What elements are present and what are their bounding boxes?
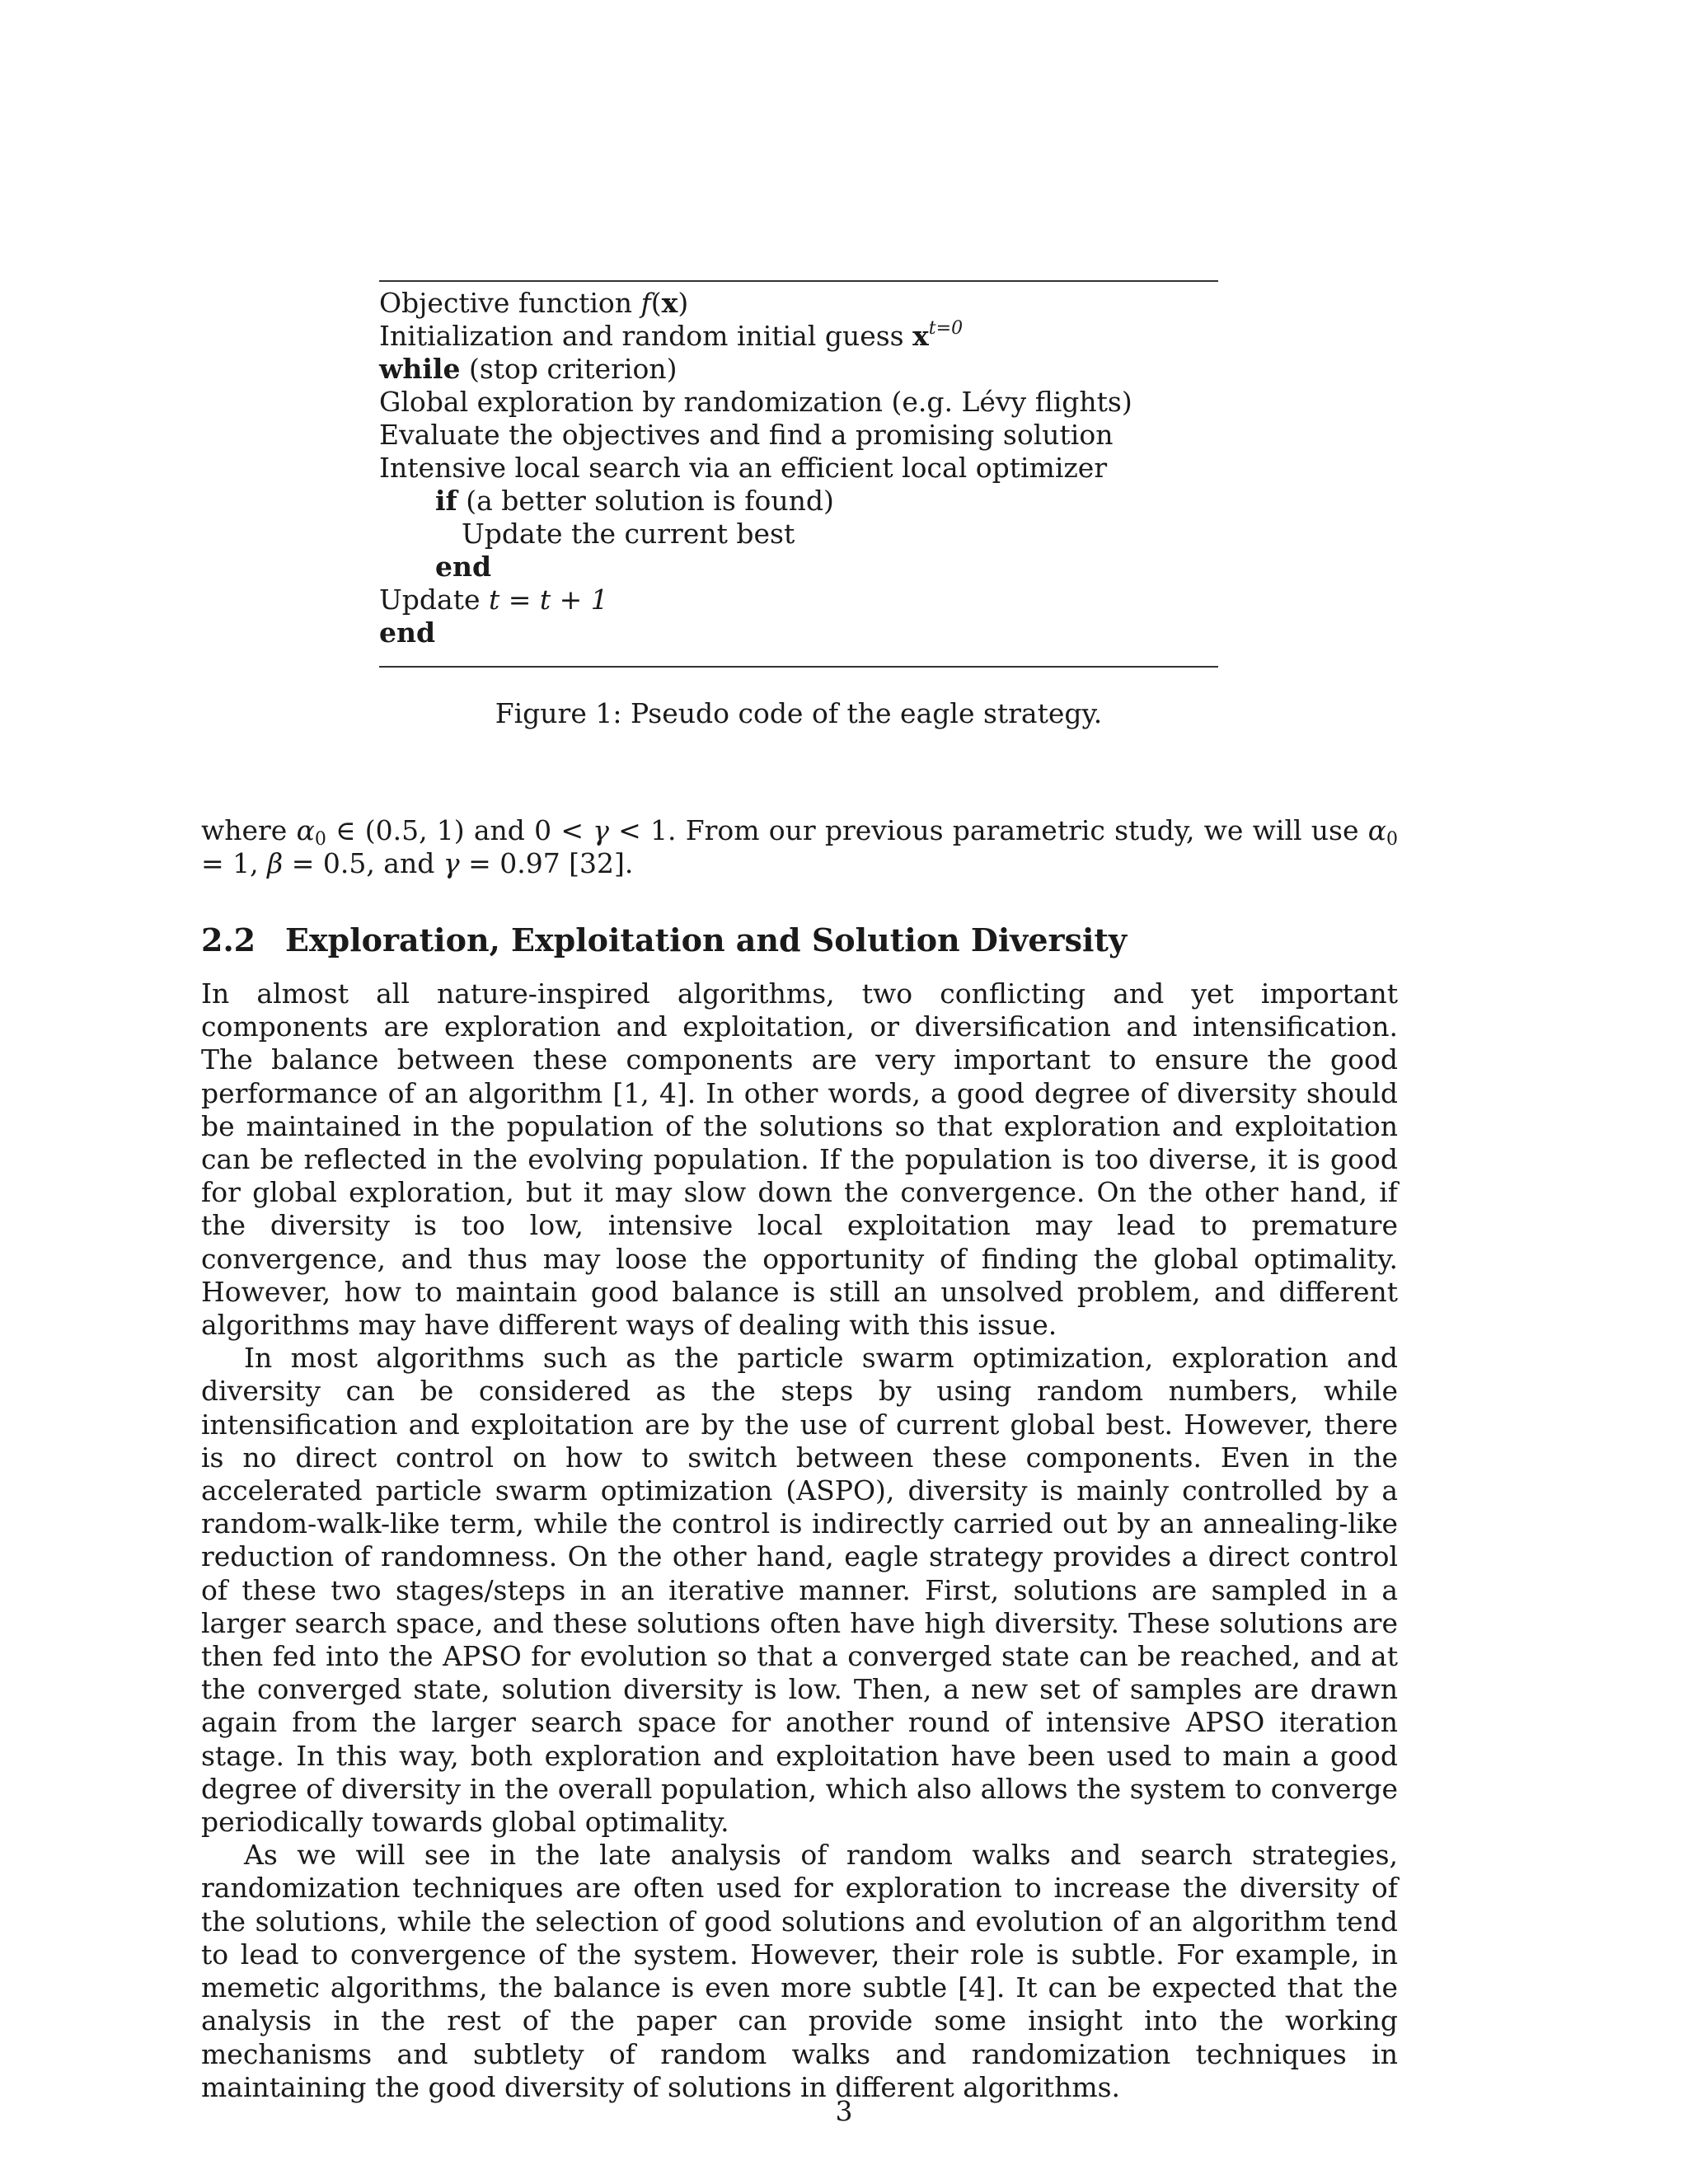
section-number: 2.2 (201, 921, 256, 958)
algo-line-end-if (379, 551, 1218, 583)
math-x: x (912, 320, 929, 352)
section-body (201, 977, 1398, 2104)
algo-line-update-best (379, 518, 1218, 551)
algo-line-while (379, 353, 1218, 386)
keyword-if: if (435, 485, 457, 517)
math-f: f (640, 287, 651, 319)
keyword-end: end (435, 551, 492, 583)
algo-text: (stop criterion) (460, 353, 678, 385)
text-run: = 0.5, and (283, 847, 443, 880)
paragraph-3: As we will see in the late analysis of random walks and search strategies, randomization techniques are often used for exploration to increase the diversity of the solutions, while the selection of good solutions and evolution of an algorithm tend to lead to convergence of the system. However, their role is subtle. For example, in memetic algorithms, the balance is even more subtle [4]. It can be expected that the analysis in the rest of the paper can provide some insight into the working mechanisms and subtlety of random walks and randomization techniques in maintaining the good diversity of solutions in different algorithms. (201, 1839, 1398, 2103)
algo-text: Objective function (379, 287, 641, 319)
figure-caption: Figure 1: Pseudo code of the eagle strategy. (495, 697, 1103, 729)
algo-text: Initialization and random initial guess (379, 320, 913, 352)
paragraph-1: In almost all nature-inspired algorithms, two conflicting and yet important components are exploration and exploitation, or diversification and intensification. The balance between these components are very important to ensure the good performance of an algorithm [1, 4]. In other words, a good degree of diversity should be maintained in the population of the solutions so that exploration and exploitation can be reflected in the evolving population. If the population is too diverse, it is good for global exploration, but it may slow down the convergence. On the other hand, if the diversity is too low, intensive local exploitation may lead to premature convergence, and thus may loose the opportunity of finding the global optimality. However, how to maintain good balance is still an unsolved problem, and different algorithms may have different ways of dealing with this issue. (201, 977, 1398, 1342)
top-rule (379, 280, 1218, 282)
algo-line-evaluate (379, 419, 1218, 452)
keyword-while: while (379, 353, 461, 385)
algo-line-end-while (379, 616, 1218, 649)
algo-line-init (379, 320, 1218, 353)
math-subscript: 0 (1386, 829, 1398, 850)
math-gamma: γ (443, 847, 460, 880)
algo-line-global-exploration (379, 386, 1218, 419)
text-run: = 1, (201, 847, 268, 880)
math-subscript: 0 (314, 829, 326, 850)
algo-line-objective (379, 287, 1218, 320)
math-alpha: α (296, 814, 315, 846)
page-number: 3 (835, 2095, 853, 2127)
math-superscript: t=0 (928, 318, 964, 339)
section-heading (201, 921, 1127, 959)
algo-text: Evaluate the objectives and find a promising solution (379, 419, 1114, 451)
text-run: < 1. From our previous parametric study, we will use (608, 814, 1368, 846)
math-x: x (661, 287, 678, 319)
algo-text: (a better solution is found) (457, 485, 834, 517)
math-t-update: t = t + 1 (489, 583, 608, 616)
algo-text: Intensive local search via an efficient local optimizer (379, 452, 1108, 484)
algo-text: ) (678, 287, 689, 319)
algo-line-local-search (379, 452, 1218, 485)
algo-text: Global exploration by randomization (e.g. Lévy flights) (379, 386, 1132, 418)
algo-line-if (379, 485, 1218, 518)
math-beta: β (267, 847, 284, 880)
algo-text: Update the current best (462, 518, 795, 550)
bottom-rule (379, 666, 1218, 668)
text-run: where (201, 814, 297, 846)
text-run: = 0.97 [32]. (459, 847, 634, 880)
math-alpha: α (1367, 814, 1386, 846)
where-paragraph (201, 814, 1398, 880)
algo-line-update-t (379, 583, 1218, 616)
algo-text: Update (379, 583, 490, 616)
paragraph-2: In most algorithms such as the particle swarm optimization, exploration and diversity can be considered as the steps by using random numbers, while intensification and exploitation are by the use of current global best. However, there is no direct control on how to switch between these components. Even in the accelerated particle swarm optimization (ASPO), diversity is mainly controlled by a random-walk-like term, while the control is indirectly carried out by an annealing-like reduction of randomness. On the other hand, eagle strategy provides a direct control of these two stages/steps in an iterative manner. First, solutions are sampled in a larger search space, and these solutions often have high diversity. These solutions are then fed into the APSO for evolution so that a converged state can be reached, and at the converged state, solution diversity is low. Then, a new set of samples are drawn again from the larger search space for another round of intensive APSO iteration stage. In this way, both exploration and exploitation have been used to main a good degree of diversity in the overall population, which also allows the system to converge periodically towards global optimality. (201, 1342, 1398, 1839)
keyword-end: end (379, 616, 436, 649)
algo-text: ( (650, 287, 662, 319)
text-run: ∈ (0.5, 1) and 0 < (326, 814, 593, 846)
section-title: Exploration, Exploitation and Solution Diversity (285, 921, 1128, 958)
math-gamma: γ (593, 814, 609, 846)
algorithm-box (379, 280, 1218, 668)
